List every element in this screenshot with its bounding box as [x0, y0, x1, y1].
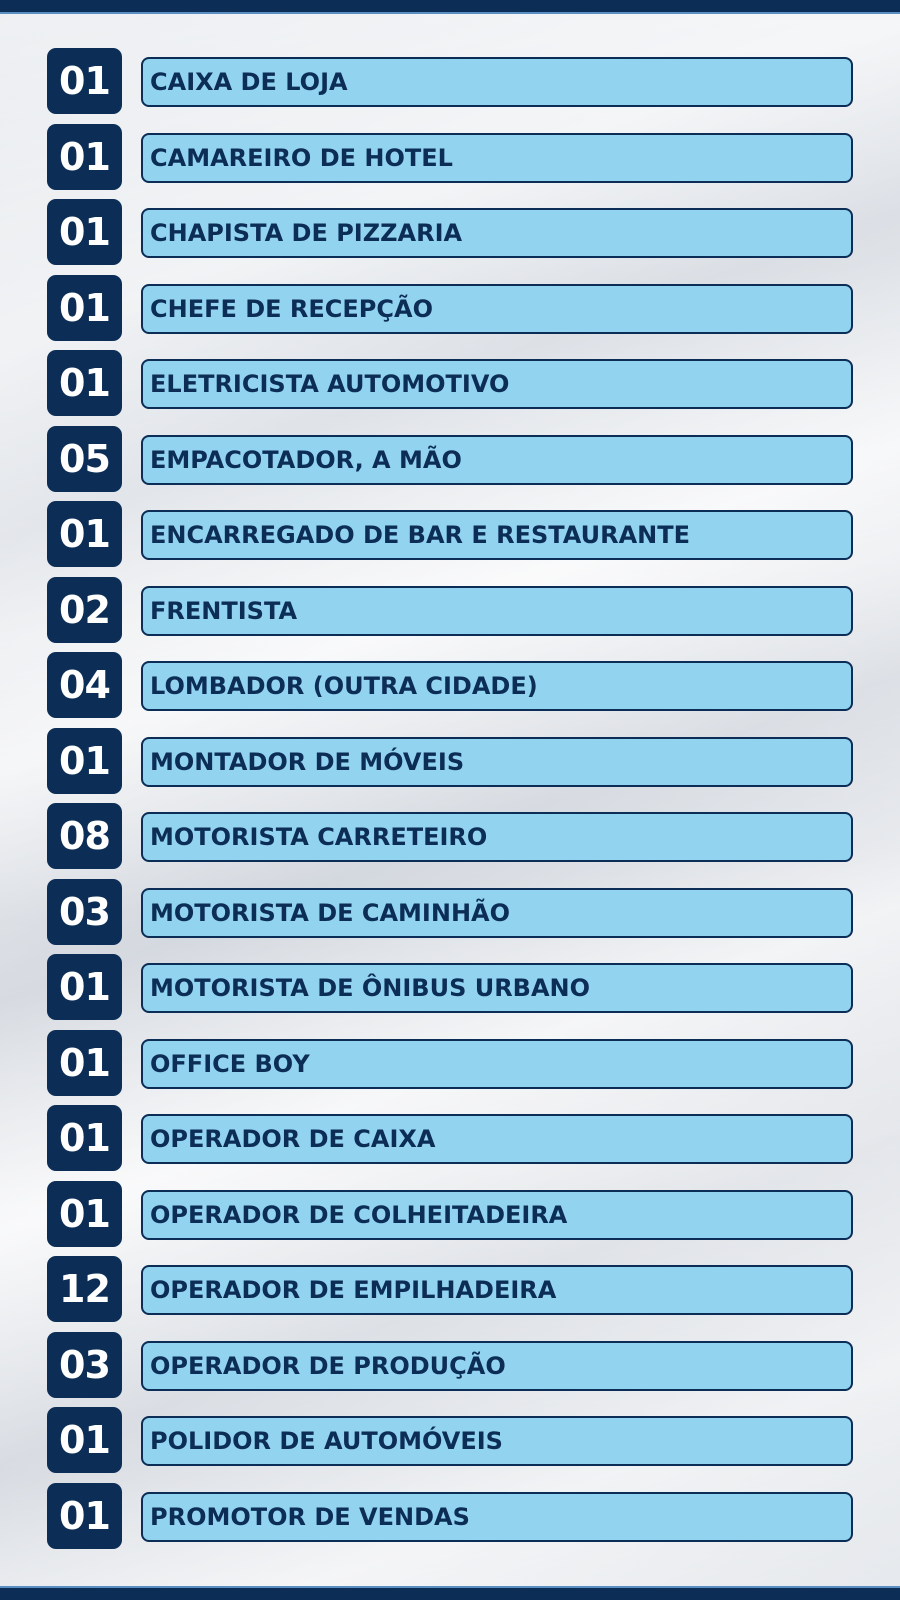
vacancy-count: 05 [47, 426, 122, 492]
job-title: OPERADOR DE CAIXA [141, 1114, 853, 1164]
job-title: CHEFE DE RECEPÇÃO [141, 284, 853, 334]
vacancy-count: 08 [47, 803, 122, 869]
vacancy-count: 12 [47, 1256, 122, 1322]
job-row [47, 1483, 853, 1549]
job-row [47, 1332, 853, 1398]
job-row [47, 1407, 853, 1473]
bottom-border-bar [0, 1586, 900, 1600]
job-title: MOTORISTA DE CAMINHÃO [141, 888, 853, 938]
vacancy-count: 01 [47, 199, 122, 265]
vacancy-count: 01 [47, 275, 122, 341]
job-vacancy-list [47, 48, 853, 1549]
job-row [47, 879, 853, 945]
job-title: MOTORISTA DE ÔNIBUS URBANO [141, 963, 853, 1013]
job-row [47, 954, 853, 1020]
job-title: MOTORISTA CARRETEIRO [141, 812, 853, 862]
job-title: OPERADOR DE PRODUÇÃO [141, 1341, 853, 1391]
job-title: LOMBADOR (OUTRA CIDADE) [141, 661, 853, 711]
job-title: CAMAREIRO DE HOTEL [141, 133, 853, 183]
vacancy-count: 01 [47, 954, 122, 1020]
vacancy-count: 02 [47, 577, 122, 643]
vacancy-count: 01 [47, 1483, 122, 1549]
vacancy-count: 01 [47, 728, 122, 794]
job-row [47, 803, 853, 869]
vacancy-count: 01 [47, 124, 122, 190]
job-row [47, 1030, 853, 1096]
job-row [47, 1256, 853, 1322]
vacancy-count: 01 [47, 1181, 122, 1247]
job-row [47, 124, 853, 190]
job-row [47, 275, 853, 341]
job-title: EMPACOTADOR, A MÃO [141, 435, 853, 485]
job-title: ELETRICISTA AUTOMOTIVO [141, 359, 853, 409]
job-row [47, 501, 853, 567]
job-row [47, 199, 853, 265]
job-title: POLIDOR DE AUTOMÓVEIS [141, 1416, 853, 1466]
vacancy-count: 03 [47, 1332, 122, 1398]
vacancy-count: 01 [47, 1407, 122, 1473]
job-row [47, 728, 853, 794]
job-title: CAIXA DE LOJA [141, 57, 853, 107]
job-title: FRENTISTA [141, 586, 853, 636]
vacancy-count: 01 [47, 1105, 122, 1171]
job-title: MONTADOR DE MÓVEIS [141, 737, 853, 787]
job-row [47, 350, 853, 416]
vacancy-count: 01 [47, 48, 122, 114]
job-row [47, 1181, 853, 1247]
vacancy-count: 01 [47, 501, 122, 567]
vacancy-count: 04 [47, 652, 122, 718]
job-title: OFFICE BOY [141, 1039, 853, 1089]
top-border-bar [0, 0, 900, 14]
vacancy-count: 03 [47, 879, 122, 945]
job-title: ENCARREGADO DE BAR E RESTAURANTE [141, 510, 853, 560]
job-row [47, 577, 853, 643]
job-row [47, 48, 853, 114]
job-title: CHAPISTA DE PIZZARIA [141, 208, 853, 258]
job-title: PROMOTOR DE VENDAS [141, 1492, 853, 1542]
vacancy-count: 01 [47, 1030, 122, 1096]
job-row [47, 652, 853, 718]
job-row [47, 1105, 853, 1171]
vacancy-count: 01 [47, 350, 122, 416]
job-row [47, 426, 853, 492]
job-title: OPERADOR DE COLHEITADEIRA [141, 1190, 853, 1240]
job-title: OPERADOR DE EMPILHADEIRA [141, 1265, 853, 1315]
